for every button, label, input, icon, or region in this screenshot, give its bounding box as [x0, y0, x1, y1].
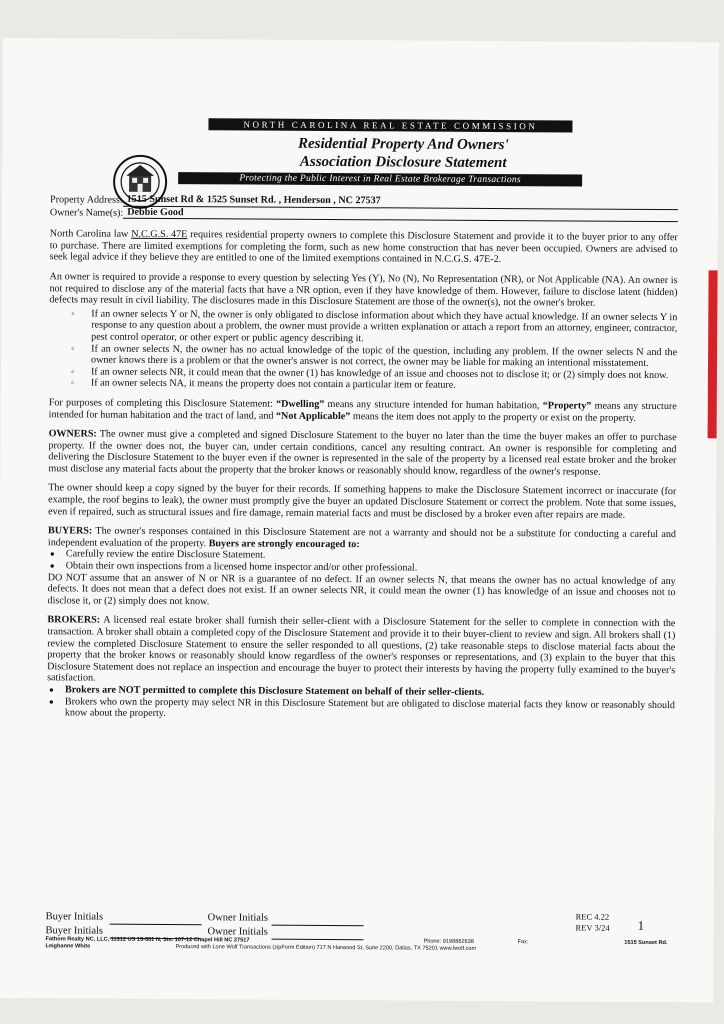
buyer-initials-label: Buyer Initials	[45, 925, 104, 937]
brokers-paragraph: BROKERS: A licensed real estate broker shall furnish their seller-client with a Disclosure Statement for the seller to complete in connection with the transaction. A broker shall obtain a completed copy of the Disclosure Statement and provide it to their buyer-client to review and sign. All brokers shall (1) review the completed Disclosure Statement to ensure the seller responded to all questions, (2) take reasonable steps to disclose material facts about the property that the broker knows or reasonably should know regardless of the owner's responses or representations, and (3) explain to the buyer that this Disclosure Statement does not replace an inspection and encourage the buyer to protect their interests by having the property fully examined to the buyer's satisfaction.	[47, 614, 676, 684]
red-sticky-tab	[708, 270, 718, 438]
owners-paragraph: OWNERS: The owner must give a completed and signed Disclosure Statement to the buyer no later than the time the buyer makes an offer to purchase property. If the owner does not, the buyer can, under certain conditions, cancel any resulting contract. An owner is responsible for completing and delivering the Disclosure Statement to the buyer even if the owner is represented in the sale of the property by a licensed real estate broker and the broker must disclose any material facts about the property that the broker knows or reasonably should know, regardless of the owner's response.	[48, 428, 677, 478]
revision-info: REC 4.22 REV 3/24	[575, 911, 610, 933]
list-item: ● Obtain their own inspections from a licensed home inspector and/or other professional.	[66, 560, 676, 575]
title-line-2: Association Disclosure Statement	[299, 153, 507, 172]
buyer-initials-field[interactable]	[110, 911, 202, 926]
owner-initials-label: Owner Initials	[207, 912, 269, 924]
buyer-bullets	[48, 549, 676, 576]
footer-company: Fathom Realty NC, LLC, 11312 US 15-501 N, Ste. 107-12 Chapel Hill NC 27517	[45, 936, 250, 944]
response-paragraph: An owner is required to provide a response to every question by selecting Yes (Y), No (N), No Representation (NR), or Not Applicable (NA). An owner is not required to disclose any of the material facts that have a NR option, even if they have knowledge of them. However, failure to disclose latent (hidden) defects may result in civil liability. The disclosures made in this Disclosure Statement are those of the owner(s), not the owner's broker.	[49, 271, 678, 309]
response-bullets	[49, 308, 677, 393]
property-address-value[interactable]: 1515 Sunset Rd & 1525 Sunset Rd. , Henderson , NC 27537	[123, 194, 678, 210]
form-title	[242, 134, 564, 172]
title-line-1: Residential Property And Owners'	[297, 135, 509, 154]
owner-name-row	[50, 206, 678, 222]
list-item: ◦ If an owner selects N, the owner has no actual knowledge of the topic of the question, including any problem. If the owner selects N and the owner knows there is a problem or that the owner's answer is not correct, the owner may be liable for making an intentional misstatement.	[91, 343, 677, 370]
list-item: ◦ If an owner selects NA, it means the property does not contain a particular item or feature.	[91, 378, 677, 393]
form-body	[47, 193, 678, 723]
owner-initials-field[interactable]	[272, 912, 364, 927]
owner-name-label: Owner's Name(s):	[49, 206, 124, 219]
footer-produced-by: Produced with Lone Wolf Transactions (zipForm Edition) 717 N Harwood St, Suite 2200, Dallas, TX 75201 www.lwolf.com	[175, 944, 477, 952]
broker-bullets	[47, 684, 675, 723]
property-address-label: Property Address:	[49, 194, 123, 206]
page-number: 1	[637, 917, 645, 933]
buyers-heading: BUYERS:	[47, 525, 93, 537]
list-item: ◦ If an owner selects Y or N, the owner is only obligated to disclose information about which they have actual knowledge. If an owner selects Y in response to any question about a problem, the owner must provide a written explanation or attach a report from an attorney, engineer, contractor, pest control operator, or other expert or public agency describing it.	[91, 308, 677, 346]
tagline-banner: Protecting the Public Interest in Real Estate Brokerage Transactions	[178, 172, 582, 186]
buyers-paragraph: BUYERS: The owner's responses contained in this Disclosure Statement are not a warranty and should not be a substitute for conducting a careful and independent evaluation of the property. Buyers are strongly encouraged to:	[47, 525, 677, 551]
owner-initials-label: Owner Initials	[207, 926, 268, 938]
brokers-heading: BROKERS:	[47, 614, 101, 627]
footer-phone: Phone: 9198862638	[423, 938, 474, 945]
list-item: ● Carefully review the entire Disclosure Statement.	[66, 549, 676, 564]
owner-name-value[interactable]: Debbie Good	[123, 206, 678, 222]
footer-fax: Fax:	[517, 939, 529, 946]
commission-banner: NORTH CAROLINA REAL ESTATE COMMISSION	[208, 118, 572, 132]
footer-doc-name: 1515 Sunset Rd.	[624, 939, 668, 947]
intro-paragraph: North Carolina law N.C.G.S. 47E requires residential property owners to complete this Disclosure Statement and provide it to the buyer prior to any offer to purchase. There are limited exemptions for completing the form, such as new home construction that has never been occupied. Owners are advised to seek legal advice if they believe they are entitled to one of the limited exemptions contained in N.C.G.S. 47E-2.	[49, 228, 678, 266]
owner-initials-field[interactable]	[271, 926, 363, 941]
list-item: ● Brokers who own the property may select NR in this Disclosure Statement but are obligated to disclose material facts they know or reasonably should know about the property.	[65, 696, 675, 723]
updates-paragraph: The owner should keep a copy signed by the buyer for their records. If something happens to make the Disclosure Statement incorrect or inaccurate (for example, the roof begins to leak), the owner must promptly give the buyer an updated Disclosure Statement or correct the problem. Note that some issues, even if repaired, such as structural issues and fire damage, remain material facts and must be disclosed by a broker even after repairs are made.	[48, 482, 677, 521]
list-item: ◦ If an owner selects NR, it could mean that the owner (1) has knowledge of an issue and chooses not to disclose it; or (2) simply does not know.	[91, 366, 677, 381]
footer-agent: Leighanne White	[45, 943, 91, 950]
no-guarantee-paragraph: DO NOT assume that an answer of N or NR is a guarantee of no defect. If an owner selects N, that means the owner has no actual knowledge of any defects. It does not mean that a defect does not exist. If an owner selects NR, it could mean the owner (1) has knowledge of an issue and chooses not to disclose it, or (2) simply does not know.	[47, 571, 676, 608]
definitions-paragraph: For purposes of completing this Disclosure Statement: “Dwelling” means any structure intended for human habitation, “Property” means any structure intended for human habitation and the tract of land, and “Not Applicable” means the item does not apply to the property or exist on the property.	[48, 397, 677, 424]
statute-reference: N.C.G.S. 47E	[131, 228, 188, 241]
document-page	[0, 38, 719, 1002]
list-item: ● Brokers are NOT permitted to complete this Disclosure Statement on behalf of their seller-clients.	[65, 684, 675, 699]
owners-heading: OWNERS:	[48, 428, 97, 440]
buyer-initials-label: Buyer Initials	[45, 911, 104, 923]
